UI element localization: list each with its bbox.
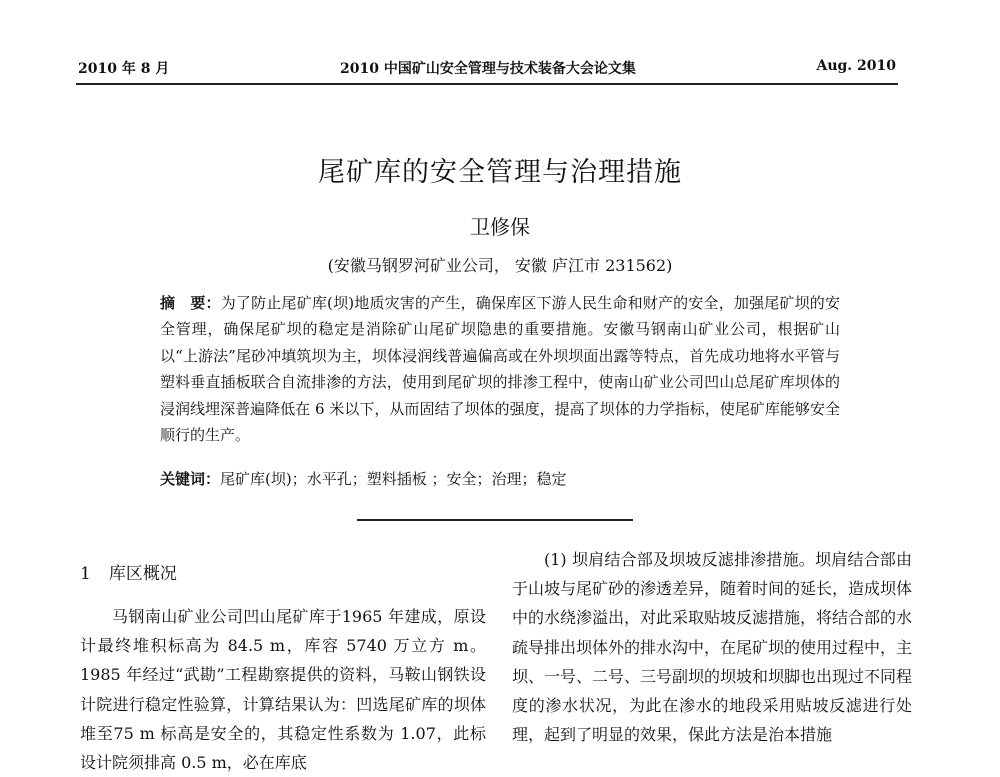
section-heading (80, 560, 486, 588)
header-proceedings-title: 2010 中国矿山安全管理与技术装备大会论文集 (340, 61, 636, 77)
keywords (160, 467, 840, 491)
right-column (512, 545, 912, 749)
article-affiliation: (安徽马钢罗河矿业公司， 安徽 庐江市 231562) (327, 256, 673, 275)
section-number: 1 (80, 564, 91, 584)
abstract-label: 摘 要： (160, 294, 221, 312)
article-author: 卫修保 (470, 215, 530, 239)
abstract (160, 290, 840, 448)
header-rule (76, 83, 898, 85)
section-title: 库区概况 (108, 564, 177, 584)
left-column (80, 560, 486, 777)
abstract-divider (357, 519, 633, 521)
header-date: 2010 年 8 月 (78, 61, 170, 77)
running-header (78, 58, 896, 80)
abstract-text: 为了防止尾矿库(坝)地质灾害的产生，确保库区下游人民生命和财产的安全，加强尾矿坝的安全管理，确保尾矿坝的稳定是消除矿山尾矿坝隐患的重要措施。安徽马钢南山矿业公司，根据矿山以“上游法”尾砂冲填筑坝为主，坝体浸润线普遍偏高或在外坝坝面出露等特点，首先成功地将水平管与塑料垂直插板联合自流排渗的方法，使用到尾矿坝的排渗工程中，使南山矿业公司凹山总尾矿库坝体的浸润线埋深普遍降低在 6 米以下，从而固结了坝体的强度，提高了坝体的力学指标，使尾矿库能够安全顺行的生产。 (160, 294, 840, 445)
right-column-paragraph: (1) 坝肩结合部及坝坡反滤排渗措施。坝肩结合部由于山坡与尾矿砂的渗透差异，随着时间的延长，造成坝体中的水绕渗溢出，对此采取贴坡反滤措施，将结合部的水疏导排出坝体外的排水沟中，在尾矿坝的使用过程中，主坝、一号、二号、三号副坝的坝坡和坝脚也出现过不同程度的渗水状况，为此在渗水的地段采用贴坡反滤进行处理，起到了明显的效果，保此方法是治本措施 (512, 550, 913, 745)
keywords-text: 尾矿库(坝)；水平孔；塑料插板 ；安全；治理；稳定 (220, 470, 567, 488)
section-paragraph: 马钢南山矿业公司凹山尾矿库于1965 年建成，原设计最终堆积标高为 84.5 m，库容 5740 万立方 m。1985 年经过“武勘”工程勘察提供的资料，马鞍山钢铁设计院进行稳定性验算，计算结果认为：凹选尾矿库的坝体堆至75 m 标高是安全的，其稳定性系数为 1.07，此标设计院须排高 0.5 m，必在库底 (80, 607, 486, 773)
header-date-english: Aug. 2010 (816, 58, 896, 74)
article-title: 尾矿库的安全管理与治理措施 (318, 157, 682, 188)
keywords-label: 关键词： (160, 470, 221, 488)
